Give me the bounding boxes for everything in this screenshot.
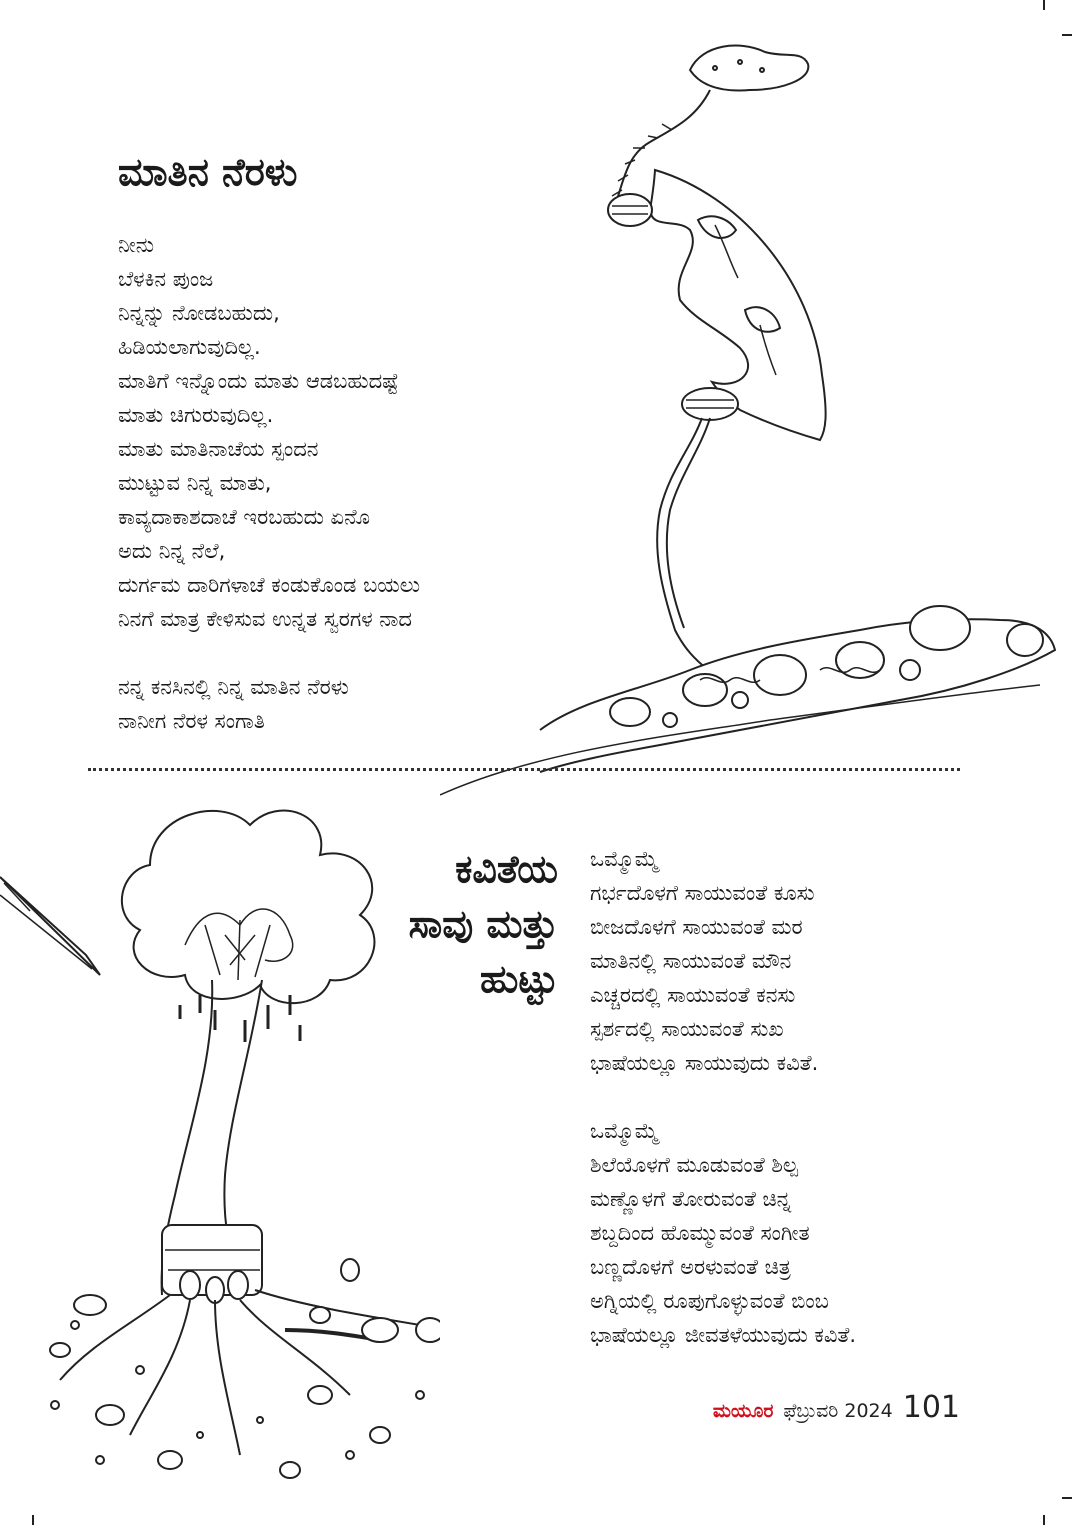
poem-line: ಕಾವ್ಯದಾಕಾಶದಾಚೆ ಇರಬಹುದು ಏನೊ — [118, 505, 371, 529]
poem-line: ನಿನಗೆ ಮಾತ್ರ ಕೇಳಿಸುವ ಉನ್ನತ ಸ್ವರಗಳ ನಾದ — [118, 607, 412, 631]
poem-line: ನಾನೀಗ ನೆರಳ ಸಂಗಾತಿ — [118, 709, 265, 733]
poem-line: ನಿನ್ನನ್ನು ನೋಡಬಹುದು, — [118, 301, 280, 325]
poem-1-title: ಮಾತಿನ ನೆರಳು — [118, 150, 298, 194]
poem-2-title-line-2: ಸಾವು ಮತ್ತು — [408, 902, 558, 946]
poem-line: ಮಾತಿನಲ್ಲಿ ಸಾಯುವಂತೆ ಮೌನ — [590, 949, 792, 973]
poem-line: ಎಚ್ಚರದಲ್ಲಿ ಸಾಯುವಂತೆ ಕನಸು — [590, 983, 796, 1007]
poem-1-body — [118, 228, 420, 738]
poem-line: ಬಣ್ಣದೊಳಗೆ ಅರಳುವಂತೆ ಚಿತ್ರ — [590, 1255, 791, 1279]
crop-mark-bottom-left — [32, 1515, 34, 1525]
poem-line: ಮಾತು ಚಿಗುರುವುದಿಲ್ಲ. — [118, 403, 274, 427]
magazine-brand: ಮಯೂರ — [712, 1400, 774, 1422]
poem-line: ಸ್ಪರ್ಶದಲ್ಲಿ ಸಾಯುವಂತೆ ಸುಖ — [590, 1017, 784, 1041]
poem-line: ಭಾಷೆಯಲ್ಲೂ ಸಾಯುವುದು ಕವಿತೆ. — [590, 1051, 819, 1075]
poem-line: ನನ್ನ ಕನಸಿನಲ್ಲಿ ನಿನ್ನ ಮಾತಿನ ನೆರಳು — [118, 675, 349, 699]
poem-line: ಒಮ್ಮೊಮ್ಮೆ — [590, 1119, 659, 1143]
poem-line: ಶಿಲೆಯೊಳಗೆ ಮೂಡುವಂತೆ ಶಿಲ್ಪ — [590, 1153, 799, 1177]
poem-line: ನೀನು — [118, 233, 155, 257]
crop-mark-bottom-right — [1043, 1515, 1045, 1525]
poem-line: ಗರ್ಭದೊಳಗೆ ಸಾಯುವಂತೆ ಕೂಸು — [590, 881, 815, 905]
page-footer — [713, 1390, 960, 1425]
poem-2-body — [590, 842, 856, 1352]
crop-mark-right-bottom — [1062, 1497, 1072, 1499]
poem-line: ಭಾಷೆಯಲ್ಲೂ ಜೀವತಳೆಯುವುದು ಕವಿತೆ. — [590, 1323, 857, 1347]
crop-mark-right-top — [1062, 34, 1072, 36]
crop-mark-top — [1043, 0, 1045, 10]
poem-2-title — [409, 842, 558, 1007]
poem-line: ಮಾತಿಗೆ ಇನ್ನೊಂದು ಮಾತು ಆಡಬಹುದಷ್ಟೆ — [118, 369, 399, 393]
poem-line: ಮುಟ್ಟುವ ನಿನ್ನ ಮಾತು, — [118, 471, 272, 495]
poem-line: ಬೆಳಕಿನ ಪುಂಜ — [118, 267, 214, 291]
poem-line: ಮಣ್ಣೊಳಗೆ ತೋರುವಂತೆ ಚಿನ್ನ — [590, 1187, 792, 1211]
crescent-face-illustration — [440, 30, 1060, 800]
issue-date: ಫೆಬ್ರುವರಿ 2024 — [783, 1400, 893, 1422]
section-divider — [88, 768, 960, 771]
poem-line: ಅಗ್ನಿಯಲ್ಲಿ ರೂಪುಗೊಳ್ಳುವಂತೆ ಬಿಂಬ — [590, 1289, 829, 1313]
tree-pen-illustration — [0, 795, 440, 1495]
poem-line: ಮಾತು ಮಾತಿನಾಚೆಯ ಸ್ಪಂದನ — [118, 437, 319, 461]
poem-line: ಅದು ನಿನ್ನ ನೆಲೆ, — [118, 539, 226, 563]
stanza-break — [590, 1080, 856, 1114]
poem-line: ಒಮ್ಮೊಮ್ಮೆ — [590, 847, 659, 871]
page-number: 101 — [902, 1390, 960, 1425]
poem-line: ದುರ್ಗಮ ದಾರಿಗಳಾಚೆ ಕಂಡುಕೊಂಡ ಬಯಲು — [118, 573, 421, 597]
poem-line: ಶಬ್ದದಿಂದ ಹೊಮ್ಮುವಂತೆ ಸಂಗೀತ — [590, 1221, 810, 1245]
poem-line: ಬೀಜದೊಳಗೆ ಸಾಯುವಂತೆ ಮರ — [590, 915, 803, 939]
poem-2-title-line-3: ಹುಟ್ಟು — [479, 957, 558, 1001]
poem-2-title-line-1: ಕವಿತೆಯ — [455, 847, 558, 891]
poem-line: ಹಿಡಿಯಲಾಗುವುದಿಲ್ಲ. — [118, 335, 261, 359]
stanza-break — [118, 636, 420, 670]
